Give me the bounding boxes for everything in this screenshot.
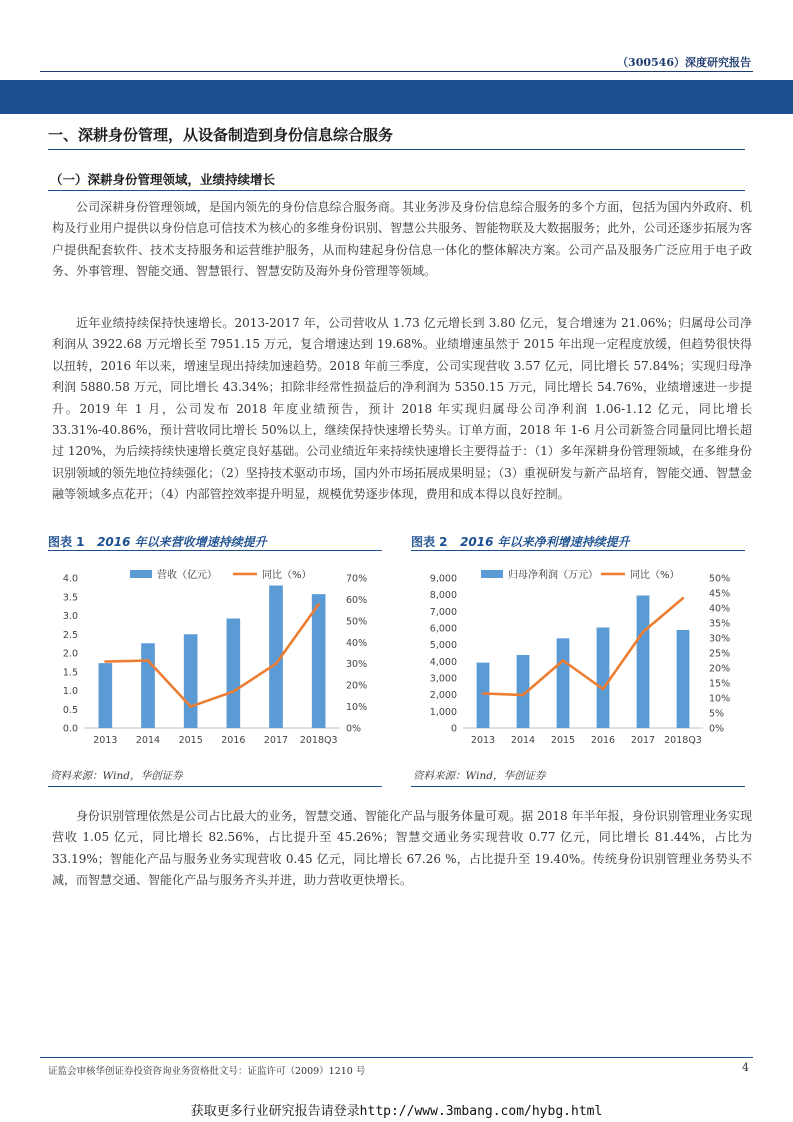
figure-2-source-rule	[411, 786, 745, 787]
y-left-tick-label: 8,000	[429, 590, 457, 602]
yoy-point	[642, 631, 644, 633]
figure-2-caption: 2016 年以来净利增速持续提升	[460, 535, 630, 549]
y-left-tick-label: 0.5	[62, 704, 78, 716]
figure-1-number: 图表 1	[48, 535, 85, 549]
yoy-point	[147, 659, 149, 661]
yoy-point	[189, 705, 191, 707]
subsection-rule	[48, 190, 745, 191]
yoy-point	[522, 694, 524, 696]
y-left-tick-label: 3.5	[62, 592, 78, 604]
legend-bar-swatch	[481, 570, 503, 578]
y-right-tick-label: 20%	[346, 680, 368, 692]
header-banner	[0, 80, 793, 114]
y-right-tick-label: 30%	[709, 633, 731, 645]
y-right-tick-label: 25%	[709, 648, 731, 660]
y-left-tick-label: 1,000	[429, 706, 457, 718]
y-right-tick-label: 10%	[709, 693, 731, 705]
y-left-tick-label: 4,000	[429, 656, 457, 668]
x-tick-label: 2015	[178, 735, 203, 746]
y-left-tick-label: 1.5	[62, 667, 78, 679]
y-right-tick-label: 40%	[346, 637, 368, 649]
legend-line-label: 同比（%）	[630, 570, 680, 581]
net-profit-chart	[411, 560, 745, 760]
yoy-point	[682, 597, 684, 599]
subsection-title: （一）深耕身份管理领域，业绩持续增长	[50, 172, 276, 187]
yoy-point	[482, 692, 484, 694]
yoy-point	[317, 603, 319, 605]
figure-1-rule	[48, 550, 382, 551]
bar	[677, 630, 690, 728]
bar	[557, 638, 570, 728]
figure-1-source: 资料来源：Wind，华创证券	[50, 770, 183, 782]
x-tick-label: 2016	[221, 735, 246, 746]
yoy-point	[232, 690, 234, 692]
x-tick-label: 2017	[630, 735, 656, 746]
y-right-tick-label: 30%	[346, 659, 368, 671]
y-right-tick-label: 20%	[709, 663, 731, 675]
y-right-tick-label: 15%	[709, 678, 731, 690]
bar	[141, 643, 155, 728]
paragraph-business-mix: 身份识别管理依然是公司占比最大的业务，智慧交通、智能化产品与服务体量可观。据 2018 年半年报，身份识别管理业务实现营收 1.05 亿元，同比增长 82.56%，占比提升至 45.26%；智慧交通业务实现营收 0.77 亿元，同比增长 81.44%，占比为 33.19%；智能化产品与服务业务实现营收 0.45 亿元，同比增长 67.26 %，占比提升至 19.40%。传统身份识别管理业务势头不减，而智慧交通、智能化产品与服务齐头并进，助力营收更快增长。	[52, 809, 752, 888]
legend-line-label: 同比（%）	[262, 570, 312, 581]
y-left-tick-label: 3.0	[62, 611, 78, 622]
y-left-tick-label: 3,000	[429, 673, 457, 685]
x-tick-label: 2014	[510, 735, 536, 746]
footer-license: 证监会审核华创证券投资咨询业务资格批文号：证监许可（2009）1210 号	[48, 1066, 366, 1077]
y-left-tick-label: 1.0	[62, 686, 78, 697]
section-rule	[48, 149, 745, 150]
page-number: 4	[742, 1061, 749, 1074]
bar	[184, 634, 198, 728]
y-left-tick-label: 6,000	[429, 623, 457, 635]
y-right-tick-label: 40%	[709, 603, 731, 615]
promo-link-text[interactable]: 获取更多行业研究报告请登录http://www.3mbang.com/hybg.html	[190, 1104, 603, 1119]
yoy-line	[483, 598, 683, 695]
y-right-tick-label: 50%	[709, 573, 731, 585]
y-left-tick-label: 4.0	[62, 573, 78, 585]
y-right-tick-label: 50%	[346, 616, 368, 628]
y-left-tick-label: 5,000	[429, 640, 457, 652]
y-left-tick-label: 7,000	[429, 606, 457, 618]
bar	[597, 628, 610, 729]
y-right-tick-label: 70%	[346, 573, 368, 585]
x-tick-label: 2013	[93, 735, 118, 746]
y-left-tick-label: 2,000	[429, 690, 457, 702]
bar	[477, 663, 490, 728]
legend-bar-label: 营收（亿元）	[157, 570, 217, 581]
x-tick-label: 2018Q3	[664, 735, 702, 746]
paragraph-performance: 近年业绩持续保持快速增长。2013-2017 年，公司营收从 1.73 亿元增长到 3.80 亿元，复合增速为 21.06%；归属母公司净利润从 3922.68 万元增长至 7951.15 万元，复合增速达到 19.68%。业绩增速虽然于 2015 年出现一定程度放缓，但趋势很快得以扭转，2016 年以来，增速呈现出持续加速趋势。2018 年前三季度，公司实现营收 3.57 亿元，同比增长 57.84%；实现归母净利润 5880.58 万元，同比增长 43.34%；扣除非经常性损益后的净利润为 5350.15 万元，同比增长 54.76%，业绩增速进一步提升。2019 年 1 月，公司发布 2018 年度业绩预告，预计 2018 年实现归属母公司净利润 1.06-1.12 亿元，同比增长 33.31%-40.86%，预计营收同比增长 50%以上，继续保持快速增长势头。订单方面，2018 年 1-6 月公司新签合同量同比增长超过 120%，为后续持续快速增长奠定良好基础。公司业绩近年来持续快速增长主要得益于：（1）多年深耕身份管理领域，在多维身份识别领域的领先地位持续强化；（2）坚持技术驱动市场，国内外市场拓展成果明显；（3）重视研发与新产品培育，智能交通、智慧金融等领域多点花开；（4）内部管控效率提升明显，规模优势逐步体现，费用和成本得以良好控制。	[52, 316, 752, 502]
x-tick-label: 2018Q3	[299, 735, 338, 746]
figure-2-title	[411, 533, 630, 550]
header-rule	[40, 71, 753, 72]
y-right-tick-label: 0%	[346, 723, 362, 735]
yoy-point	[562, 659, 564, 661]
y-right-tick-label: 5%	[709, 708, 725, 720]
paragraph-intro: 公司深耕身份管理领域，是国内领先的身份信息综合服务商。其业务涉及身份信息综合服务的多个方面，包括为国内外政府、机构及行业用户提供以身份信息可信技术为核心的多维身份识别、智慧公共服务、智能物联及大数据服务；此外，公司还逐步拓展为客户提供配套软件、技术支持服务和运营维护服务，从而构建起身份信息一体化的整体解决方案。公司产品及服务广泛应用于电子政务、外事管理、智能交通、智慧银行、智慧安防及海外身份管理等领域。	[52, 200, 752, 279]
y-left-tick-label: 0	[450, 723, 457, 735]
section-title: 一、深耕身份管理，从设备制造到身份信息综合服务	[48, 126, 394, 144]
y-left-tick-label: 2.5	[62, 629, 78, 641]
y-left-tick-label: 2.0	[62, 648, 78, 660]
y-left-tick-label: 0.0	[62, 723, 78, 735]
bar	[99, 663, 113, 728]
yoy-point	[602, 688, 604, 690]
figure-1-title	[48, 533, 267, 550]
revenue-chart	[48, 560, 382, 760]
y-right-tick-label: 45%	[709, 588, 731, 600]
bar	[227, 619, 241, 729]
yoy-point	[104, 660, 106, 662]
x-tick-label: 2013	[470, 735, 496, 746]
footer-rule	[40, 1057, 753, 1058]
legend-bar-label: 归母净利润（万元）	[508, 570, 598, 581]
bar	[637, 595, 650, 728]
y-right-tick-label: 10%	[346, 702, 368, 714]
figure-2-source: 资料来源：Wind，华创证券	[413, 770, 546, 782]
yoy-line	[105, 604, 318, 706]
figure-2-number: 图表 2	[411, 535, 448, 549]
x-tick-label: 2017	[263, 735, 289, 746]
figure-1-source-rule	[48, 786, 382, 787]
legend-bar-swatch	[130, 570, 152, 578]
bar	[312, 594, 326, 728]
figure-2-rule	[411, 550, 745, 551]
x-tick-label: 2015	[550, 735, 576, 746]
yoy-point	[275, 663, 277, 665]
report-header-tag: （300546）深度研究报告	[617, 56, 751, 69]
x-tick-label: 2016	[590, 735, 616, 746]
y-right-tick-label: 0%	[709, 723, 725, 735]
x-tick-label: 2014	[135, 735, 161, 746]
figure-1-caption: 2016 年以来营收增速持续提升	[97, 535, 267, 549]
y-left-tick-label: 9,000	[429, 573, 457, 585]
y-right-tick-label: 35%	[709, 618, 731, 630]
y-right-tick-label: 60%	[346, 594, 368, 606]
